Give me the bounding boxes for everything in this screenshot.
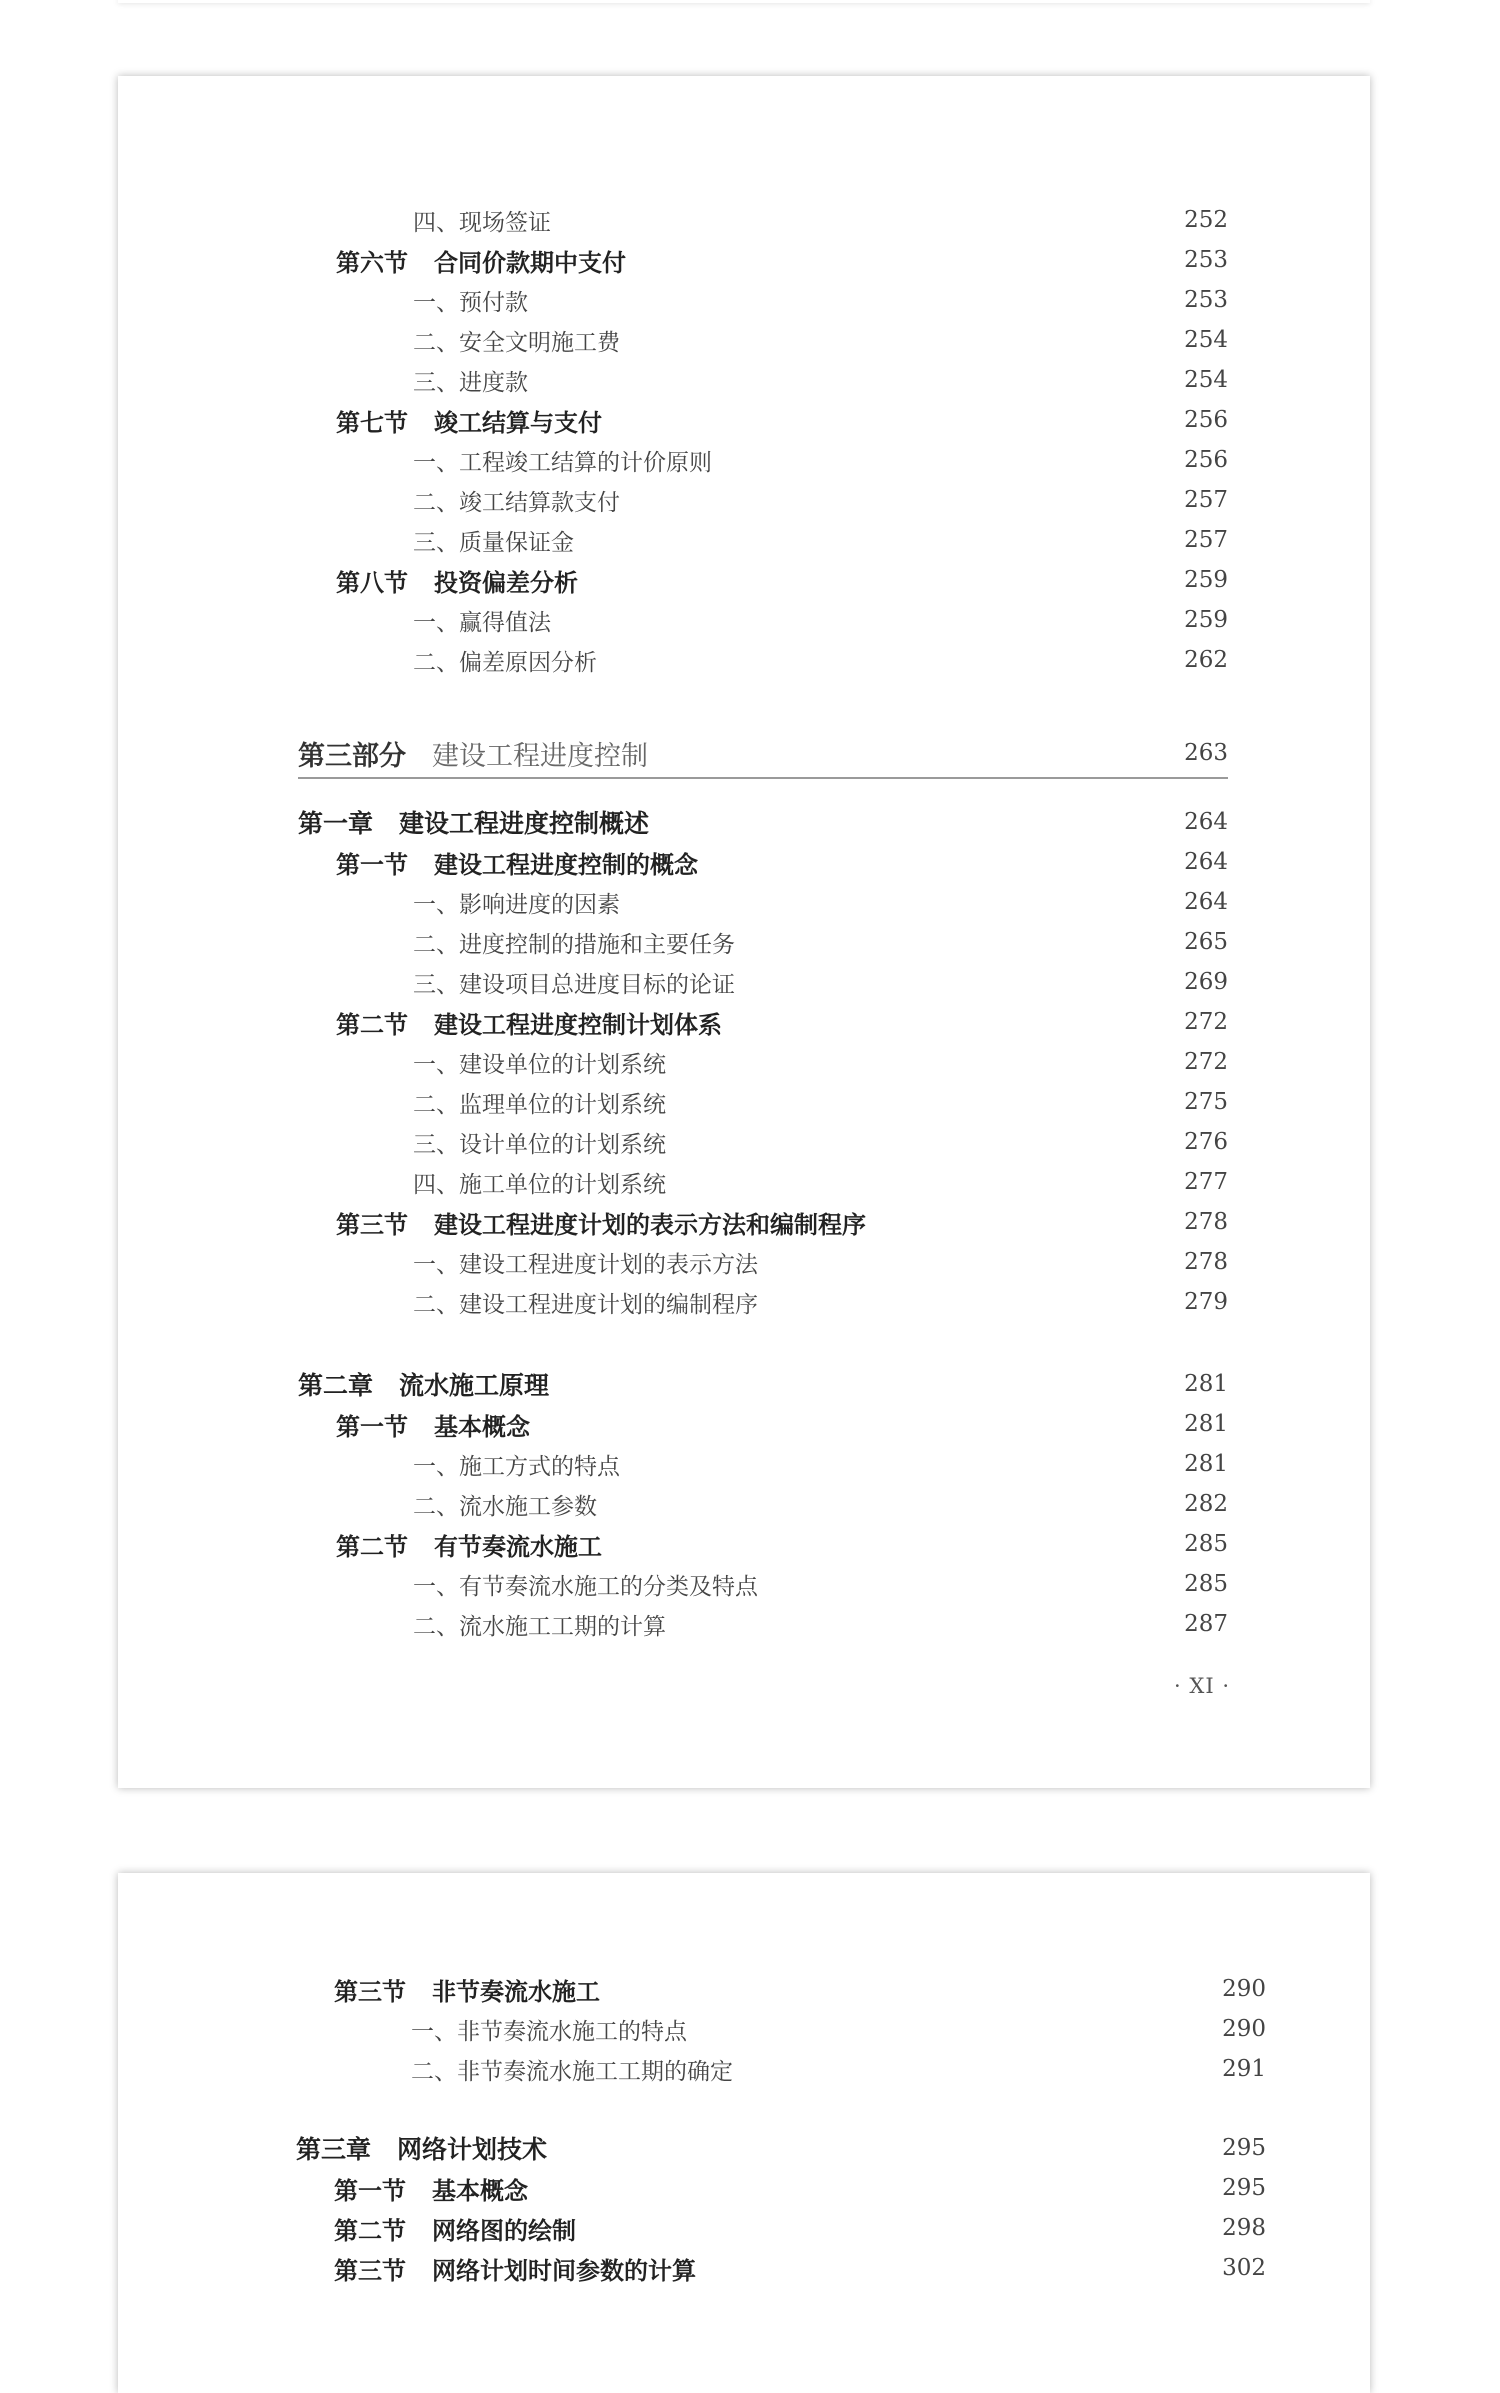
sub-title: 一、非节奏流水施工的特点 <box>411 2018 687 2045</box>
toc-entry-section <box>336 1002 1228 1042</box>
page-number: 269 <box>1184 969 1228 995</box>
section-title: 非节奏流水施工 <box>432 1977 600 2006</box>
chapter-label: 第三章 <box>296 2135 372 2164</box>
sub-title: 一、建设工程进度计划的表示方法 <box>413 1251 758 1278</box>
section-title: 合同价款期中支付 <box>434 248 626 277</box>
toc-entry-sub <box>413 962 1228 1002</box>
section-title: 建设工程进度计划的表示方法和编制程序 <box>434 1210 866 1239</box>
toc-entry-sub <box>413 360 1228 400</box>
sub-title: 三、设计单位的计划系统 <box>413 1131 666 1158</box>
section-label: 第一节 <box>336 850 408 879</box>
sub-title: 一、预付款 <box>413 289 528 316</box>
section-title: 基本概念 <box>434 1412 530 1441</box>
section-label: 第七节 <box>336 408 408 437</box>
toc-entry-sub <box>413 1122 1228 1162</box>
sub-title: 四、现场签证 <box>413 209 551 236</box>
toc-entry-sub <box>413 1282 1228 1322</box>
section-label: 第八节 <box>336 568 408 597</box>
toc-entry-sub <box>413 1484 1228 1524</box>
page-number: 253 <box>1184 247 1228 273</box>
page-number: 252 <box>1184 207 1228 233</box>
chapter-title: 建设工程进度控制概述 <box>399 809 650 838</box>
section-label: 第二节 <box>336 1010 408 1039</box>
page-number: 275 <box>1184 1089 1228 1115</box>
page-number: 281 <box>1184 1411 1228 1437</box>
toc-entry-sub <box>413 600 1228 640</box>
page-number: 281 <box>1184 1451 1228 1477</box>
toc-entry-section <box>336 1404 1228 1444</box>
page-number: 290 <box>1222 1976 1266 2002</box>
sub-title: 三、建设项目总进度目标的论证 <box>413 971 735 998</box>
toc-entry-section <box>334 2168 1266 2208</box>
page-number: 281 <box>1184 1371 1228 1397</box>
toc-entry-sub <box>413 280 1228 320</box>
toc-entry-chapter <box>296 2128 1266 2168</box>
toc-entry-sub <box>413 1604 1228 1644</box>
section-label: 第一节 <box>334 2176 406 2205</box>
sub-title: 二、流水施工工期的计算 <box>413 1613 666 1640</box>
toc-entry-section <box>336 1524 1228 1564</box>
page-number: 272 <box>1184 1049 1228 1075</box>
page-number: 264 <box>1184 889 1228 915</box>
page-number: 277 <box>1184 1169 1228 1195</box>
toc-entry-sub <box>413 1082 1228 1122</box>
sub-title: 二、进度控制的措施和主要任务 <box>413 931 735 958</box>
previous-page-edge <box>118 0 1370 3</box>
page-number: 285 <box>1184 1531 1228 1557</box>
toc-entry-section <box>336 400 1228 440</box>
sub-title: 一、工程竣工结算的计价原则 <box>413 449 712 476</box>
page-number: 278 <box>1184 1249 1228 1275</box>
section-title: 网络计划时间参数的计算 <box>432 2256 696 2285</box>
page-number: 265 <box>1184 929 1228 955</box>
toc-entry-sub <box>411 2009 1266 2049</box>
sub-title: 二、监理单位的计划系统 <box>413 1091 666 1118</box>
page-number: 256 <box>1184 407 1228 433</box>
toc-entry-sub <box>413 1162 1228 1202</box>
page-number: 272 <box>1184 1009 1228 1035</box>
toc-entry-chapter <box>298 802 1228 842</box>
toc-entry-sub <box>413 922 1228 962</box>
sub-title: 四、施工单位的计划系统 <box>413 1171 666 1198</box>
section-title: 建设工程进度控制的概念 <box>434 850 698 879</box>
page-number: 290 <box>1222 2016 1266 2042</box>
chapter-label: 第二章 <box>298 1371 374 1400</box>
page-number: 298 <box>1222 2215 1266 2241</box>
section-title: 投资偏差分析 <box>434 568 578 597</box>
chapter-title: 网络计划技术 <box>397 2135 548 2164</box>
part-label: 第三部分 <box>298 740 406 772</box>
toc-entry-sub <box>413 320 1228 360</box>
page-number: 285 <box>1184 1571 1228 1597</box>
section-label: 第三节 <box>334 2256 406 2285</box>
sub-title: 一、建设单位的计划系统 <box>413 1051 666 1078</box>
toc-entry-sub <box>413 1042 1228 1082</box>
part-page-number: 263 <box>1184 740 1228 766</box>
chapter-label: 第一章 <box>298 809 374 838</box>
toc-entry-sub <box>413 1444 1228 1484</box>
toc-entry-section <box>336 1202 1228 1242</box>
part-heading <box>298 729 1228 779</box>
page-number: 264 <box>1184 809 1228 835</box>
sub-title: 二、建设工程进度计划的编制程序 <box>413 1291 758 1318</box>
page-number: 253 <box>1184 287 1228 313</box>
sub-title: 二、流水施工参数 <box>413 1493 597 1520</box>
section-label: 第三节 <box>334 1977 406 2006</box>
sub-title: 二、安全文明施工费 <box>413 329 620 356</box>
page-number: 259 <box>1184 607 1228 633</box>
toc-page-xi <box>118 76 1370 1788</box>
page-number: 264 <box>1184 849 1228 875</box>
sub-title: 一、施工方式的特点 <box>413 1453 620 1480</box>
sub-title: 三、进度款 <box>413 369 528 396</box>
toc-entry-section <box>336 560 1228 600</box>
toc-entry-sub <box>413 520 1228 560</box>
section-label: 第三节 <box>336 1210 408 1239</box>
section-label: 第二节 <box>336 1532 408 1561</box>
page-number: 278 <box>1184 1209 1228 1235</box>
toc-entry-sub <box>413 882 1228 922</box>
page-number: 257 <box>1184 527 1228 553</box>
section-title: 基本概念 <box>432 2176 528 2205</box>
page-number: 256 <box>1184 447 1228 473</box>
sub-title: 二、偏差原因分析 <box>413 649 597 676</box>
toc-entry-sub <box>413 640 1228 680</box>
toc-entry-sub <box>413 200 1228 240</box>
toc-entry-section <box>336 240 1228 280</box>
page-number: 287 <box>1184 1611 1228 1637</box>
page-number: 295 <box>1222 2135 1266 2161</box>
page-number: 282 <box>1184 1491 1228 1517</box>
sub-title: 二、竣工结算款支付 <box>413 489 620 516</box>
section-title: 竣工结算与支付 <box>434 408 602 437</box>
toc-entry-section <box>334 2248 1266 2288</box>
section-label: 第一节 <box>336 1412 408 1441</box>
page-number: 279 <box>1184 1289 1228 1315</box>
page-number: 291 <box>1222 2056 1266 2082</box>
part-title: 建设工程进度控制 <box>432 740 648 772</box>
toc-page-next <box>118 1873 1370 2393</box>
sub-title: 一、赢得值法 <box>413 609 551 636</box>
toc-entry-sub <box>413 1564 1228 1604</box>
page-number: 257 <box>1184 487 1228 513</box>
toc-entry-sub <box>413 1242 1228 1282</box>
toc-entry-section <box>336 842 1228 882</box>
section-label: 第二节 <box>334 2216 406 2245</box>
page-folio: · XI · <box>1174 1674 1230 1698</box>
page-number: 259 <box>1184 567 1228 593</box>
section-label: 第六节 <box>336 248 408 277</box>
page-number: 262 <box>1184 647 1228 673</box>
toc-entry-section <box>334 2208 1266 2248</box>
page-number: 302 <box>1222 2255 1266 2281</box>
page-number: 295 <box>1222 2175 1266 2201</box>
toc-entry-sub <box>413 480 1228 520</box>
sub-title: 三、质量保证金 <box>413 529 574 556</box>
section-title: 建设工程进度控制计划体系 <box>434 1010 722 1039</box>
toc-entry-sub <box>413 440 1228 480</box>
sub-title: 二、非节奏流水施工工期的确定 <box>411 2058 733 2085</box>
page-number: 276 <box>1184 1129 1228 1155</box>
toc-entry-section <box>334 1969 1266 2009</box>
page-number: 254 <box>1184 327 1228 353</box>
page-number: 254 <box>1184 367 1228 393</box>
sub-title: 一、影响进度的因素 <box>413 891 620 918</box>
sub-title: 一、有节奏流水施工的分类及特点 <box>413 1573 758 1600</box>
section-title: 有节奏流水施工 <box>434 1532 602 1561</box>
toc-entry-chapter <box>298 1364 1228 1404</box>
chapter-title: 流水施工原理 <box>399 1371 550 1400</box>
toc-entry-sub <box>411 2049 1266 2089</box>
section-title: 网络图的绘制 <box>432 2216 576 2245</box>
